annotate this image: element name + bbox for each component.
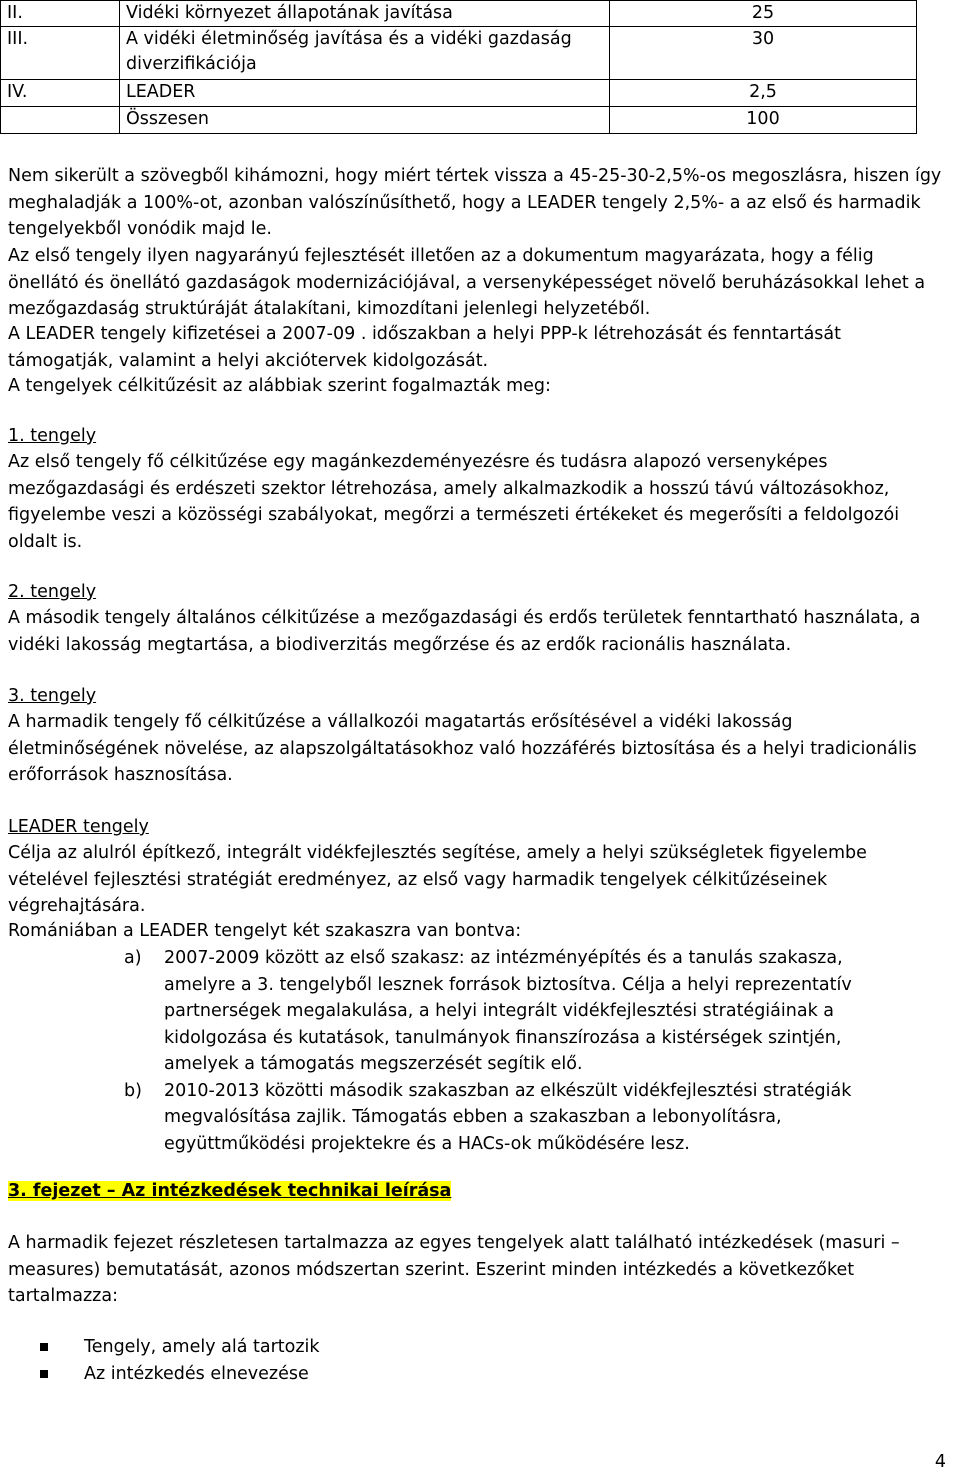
leader-text: Célja az alulról építkező, integrált vidékfejlesztés segítése, amely a helyi szükségletek figyelembe vételével fejlesztési stratégiát eredményez, az első vagy harmadik tengelyek célkitűzéseinek végrehajtására. [8,843,867,916]
row-value: 25 [610,1,917,27]
page-number: 4 [934,1452,946,1472]
leader-intro: Romániában a LEADER tengelyt két szakaszra van bontva: [8,921,522,941]
leader-title: LEADER tengely [8,817,149,837]
leader-phase-list [124,945,914,1157]
square-bullet-icon [40,1343,48,1351]
axis2-text: A második tengely általános célkitűzése a mezőgazdasági és erdős területek fenntartható használata, a vidéki lakosság megtartása, a biodiverzitás megőrzése és az erdők racionális használata. [8,608,921,655]
row-value: 100 [610,107,917,134]
list-item-text: Az intézkedés elnevezése [84,1364,309,1384]
row-label: Vidéki környezet állapotának javítása [120,1,610,27]
chapter-text: A harmadik fejezet részletesen tartalmazza az egyes tengelyek alatt található intézkedések (masuri – measures) bemutatását, azonos módszertan szerint. Eszerint minden intézkedés a következőket tartalmazza: [8,1233,900,1306]
chapter-heading-wrap [8,1178,943,1205]
list-item [124,1078,914,1158]
paragraph-allocation-note: Nem sikerült a szövegből kihámozni, hogy miért tértek vissza a 45-25-30-2,5%-os megoszlásra, hiszen így meghaladják a 100%-ot, azonban valószínűsíthető, hogy a LEADER tengely 2,5%- a az első és harmadik tengelyekből vonódik majd le. [8,166,942,239]
axis1-title: 1. tengely [8,426,97,446]
chapter-bullet-list [40,1334,840,1388]
row-number: IV. [1,80,120,107]
paragraph-objectives-intro: A tengelyek célkitűzésit az alábbiak szerint fogalmazták meg: [8,376,551,396]
square-bullet-icon [40,1370,48,1378]
axis3-text: A harmadik tengely fő célkitűzése a vállalkozói magatartás erősítésével a vidéki lakosság életminőségének növelése, az alapszolgáltatásokhoz való hozzáférés biztosítása és a helyi tradicionális erőforrások hasznosítása. [8,712,917,785]
table-row [1,80,917,107]
row-value: 2,5 [610,80,917,107]
row-number [1,107,120,134]
row-number: II. [1,1,120,27]
table-row [1,27,917,80]
list-marker: b) [124,1080,142,1101]
axis2-title: 2. tengely [8,582,97,602]
allocation-table [0,0,917,134]
list-item-text: 2010-2013 közötti második szakaszban az elkészült vidékfejlesztési stratégiák megvalósítása zajlik. Támogatás ebben a szakaszban a lebonyolításra, együttműködési projektekre és a HACs-ok működésére lesz. [164,1080,852,1154]
chapter-heading: 3. fejezet – Az intézkedések technikai leírása [8,1181,452,1201]
axis3-title: 3. tengely [8,686,97,706]
table-row [1,107,917,134]
row-label: Összesen [120,107,610,134]
row-number: III. [1,27,120,80]
list-item [40,1361,840,1388]
list-marker: a) [124,948,142,968]
list-item-text: Tengely, amely alá tartozik [84,1337,320,1357]
row-value: 30 [610,27,917,80]
list-item-text: 2007-2009 között az első szakasz: az intézményépítés és a tanulás szakasza, amelyre a 3. tengelyből lesznek források biztosítva. Célja a helyi reprezentatív partnerségek megalakulása, a helyi integrált vidékfejlesztési stratégiáinak a kidolgozása és kutatások, tanulmányok finanszírozása a kistérségek szintjén, amelyek a támogatás megszerzését segítik elő. [164,948,852,1074]
paragraph-first-axis-development: Az első tengely ilyen nagyarányú fejlesztését illetően az a dokumentum magyarázata, hogy a félig önellátó és önellátó gazdaságok modernizációjával, a versenyképességet növelő beruházásokkal lehet a mezőgazdaság struktúráját átalakítani, kimozdítani jelenlegi helyzetéből. [8,246,926,319]
axis1-text: Az első tengely fő célkitűzése egy magánkezdeményezésre és tudásra alapozó versenyképes mezőgazdasági és erdészeti szektor létrehozása, amely alkalmazkodik a hosszú távú változásokhoz, figyelembe veszi a közösségi szabályokat, megőrzi a természeti értékeket és megerősíti a feldolgozói oldalt is. [8,452,900,552]
table-row [1,1,917,27]
paragraph-leader-payments: A LEADER tengely kifizetései a 2007-09 . időszakban a helyi PPP-k létrehozását és fenntartását támogatják, valamint a helyi akciótervek kidolgozását. [8,324,842,371]
row-label: A vidéki életminőség javítása és a vidéki gazdaság diverzifikációja [120,27,610,80]
list-item [40,1334,840,1361]
row-label: LEADER [120,80,610,107]
list-item [124,945,914,1078]
